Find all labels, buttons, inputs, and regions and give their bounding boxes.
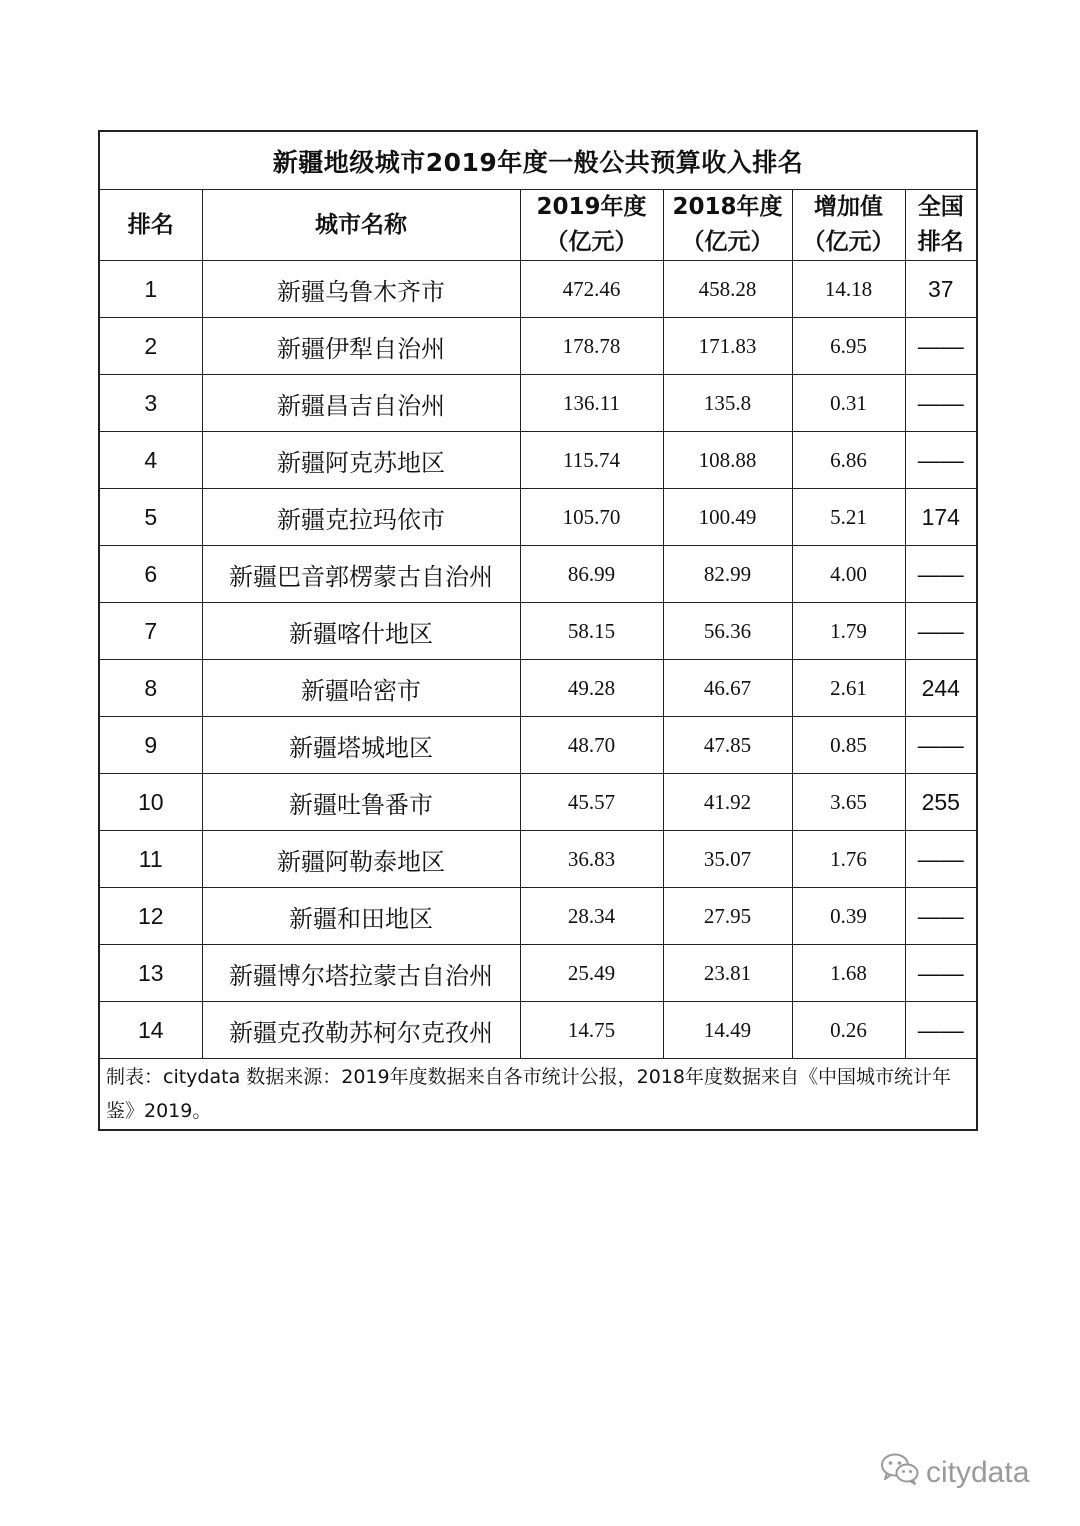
header-national-rank [905,190,977,261]
cell-increase: 1.76 [792,831,905,888]
table-title: 新疆地级城市2019年度一般公共预算收入排名 [99,131,977,190]
cell-increase: 14.18 [792,261,905,318]
table-row [99,489,977,546]
cell-city: 新疆昌吉自治州 [202,375,520,432]
cell-national-rank: —— [905,432,977,489]
cell-2018: 47.85 [663,717,792,774]
cell-increase: 1.79 [792,603,905,660]
cell-2018: 41.92 [663,774,792,831]
cell-increase: 4.00 [792,546,905,603]
cell-2019: 49.28 [520,660,663,717]
header-2018-year: 2018年度 [672,194,783,220]
table-row [99,261,977,318]
budget-ranking-table [98,130,978,1131]
cell-rank: 2 [99,318,202,375]
cell-rank: 9 [99,717,202,774]
cell-increase: 5.21 [792,489,905,546]
cell-2018: 27.95 [663,888,792,945]
cell-2018: 46.67 [663,660,792,717]
cell-rank: 8 [99,660,202,717]
cell-rank: 10 [99,774,202,831]
cell-2018: 458.28 [663,261,792,318]
header-national-line2: 排名 [917,229,964,255]
cell-increase: 1.68 [792,945,905,1002]
cell-2018: 171.83 [663,318,792,375]
cell-national-rank: —— [905,888,977,945]
cell-rank: 3 [99,375,202,432]
budget-ranking-table-container [98,130,976,1131]
cell-2019: 14.75 [520,1002,663,1059]
cell-city: 新疆吐鲁番市 [202,774,520,831]
cell-2019: 115.74 [520,432,663,489]
header-national-line1: 全国 [917,194,964,220]
cell-city: 新疆克拉玛依市 [202,489,520,546]
table-row [99,375,977,432]
cell-rank: 7 [99,603,202,660]
cell-increase: 0.31 [792,375,905,432]
cell-city: 新疆阿勒泰地区 [202,831,520,888]
cell-national-rank: 255 [905,774,977,831]
header-increase-label: 增加值 [814,194,883,220]
cell-city: 新疆和田地区 [202,888,520,945]
cell-city: 新疆乌鲁木齐市 [202,261,520,318]
cell-rank: 4 [99,432,202,489]
cell-2019: 86.99 [520,546,663,603]
table-row [99,603,977,660]
cell-2019: 28.34 [520,888,663,945]
cell-2019: 58.15 [520,603,663,660]
header-city: 城市名称 [202,190,520,261]
cell-city: 新疆克孜勒苏柯尔克孜州 [202,1002,520,1059]
cell-city: 新疆博尔塔拉蒙古自治州 [202,945,520,1002]
table-footer-source-note: 制表：citydata 数据来源：2019年度数据来自各市统计公报，2018年度数据来自《中国城市统计年鉴》2019。 [99,1059,977,1131]
cell-2019: 136.11 [520,375,663,432]
cell-city: 新疆伊犁自治州 [202,318,520,375]
table-row [99,318,977,375]
cell-national-rank: —— [905,375,977,432]
cell-national-rank: 37 [905,261,977,318]
cell-2018: 135.8 [663,375,792,432]
table-row [99,660,977,717]
cell-increase: 0.85 [792,717,905,774]
cell-city: 新疆巴音郭楞蒙古自治州 [202,546,520,603]
cell-national-rank: 244 [905,660,977,717]
header-2019 [520,190,663,261]
table-row [99,831,977,888]
cell-rank: 12 [99,888,202,945]
cell-rank: 1 [99,261,202,318]
cell-increase: 2.61 [792,660,905,717]
cell-rank: 6 [99,546,202,603]
table-row [99,1002,977,1059]
cell-2019: 45.57 [520,774,663,831]
table-row [99,774,977,831]
cell-city: 新疆哈密市 [202,660,520,717]
table-row [99,717,977,774]
cell-rank: 5 [99,489,202,546]
cell-national-rank: —— [905,1002,977,1059]
wechat-icon [880,1452,926,1494]
cell-2018: 108.88 [663,432,792,489]
watermark-text: citydata [926,1456,1030,1489]
header-increase-unit: （亿元） [802,229,895,255]
table-row [99,546,977,603]
footer-row [99,1059,977,1131]
table-row [99,888,977,945]
cell-city: 新疆塔城地区 [202,717,520,774]
header-2018-unit: （亿元） [681,229,774,255]
cell-2018: 14.49 [663,1002,792,1059]
cell-city: 新疆喀什地区 [202,603,520,660]
cell-national-rank: —— [905,318,977,375]
cell-2019: 472.46 [520,261,663,318]
cell-2019: 48.70 [520,717,663,774]
cell-national-rank: —— [905,603,977,660]
cell-increase: 0.26 [792,1002,905,1059]
cell-rank: 11 [99,831,202,888]
table-row [99,945,977,1002]
watermark [880,1452,1029,1494]
header-row [99,190,977,261]
cell-2018: 35.07 [663,831,792,888]
cell-national-rank: —— [905,717,977,774]
cell-national-rank: 174 [905,489,977,546]
cell-rank: 13 [99,945,202,1002]
cell-2019: 36.83 [520,831,663,888]
cell-2019: 105.70 [520,489,663,546]
cell-increase: 3.65 [792,774,905,831]
cell-2018: 23.81 [663,945,792,1002]
header-increase [792,190,905,261]
header-2019-year: 2019年度 [536,194,647,220]
header-2018 [663,190,792,261]
cell-national-rank: —— [905,546,977,603]
cell-2018: 56.36 [663,603,792,660]
cell-2019: 25.49 [520,945,663,1002]
cell-increase: 0.39 [792,888,905,945]
cell-2019: 178.78 [520,318,663,375]
cell-city: 新疆阿克苏地区 [202,432,520,489]
title-row [99,131,977,190]
cell-national-rank: —— [905,831,977,888]
table-row [99,432,977,489]
header-rank: 排名 [99,190,202,261]
cell-rank: 14 [99,1002,202,1059]
cell-national-rank: —— [905,945,977,1002]
cell-2018: 82.99 [663,546,792,603]
header-2019-unit: （亿元） [545,229,638,255]
cell-2018: 100.49 [663,489,792,546]
cell-increase: 6.95 [792,318,905,375]
cell-increase: 6.86 [792,432,905,489]
